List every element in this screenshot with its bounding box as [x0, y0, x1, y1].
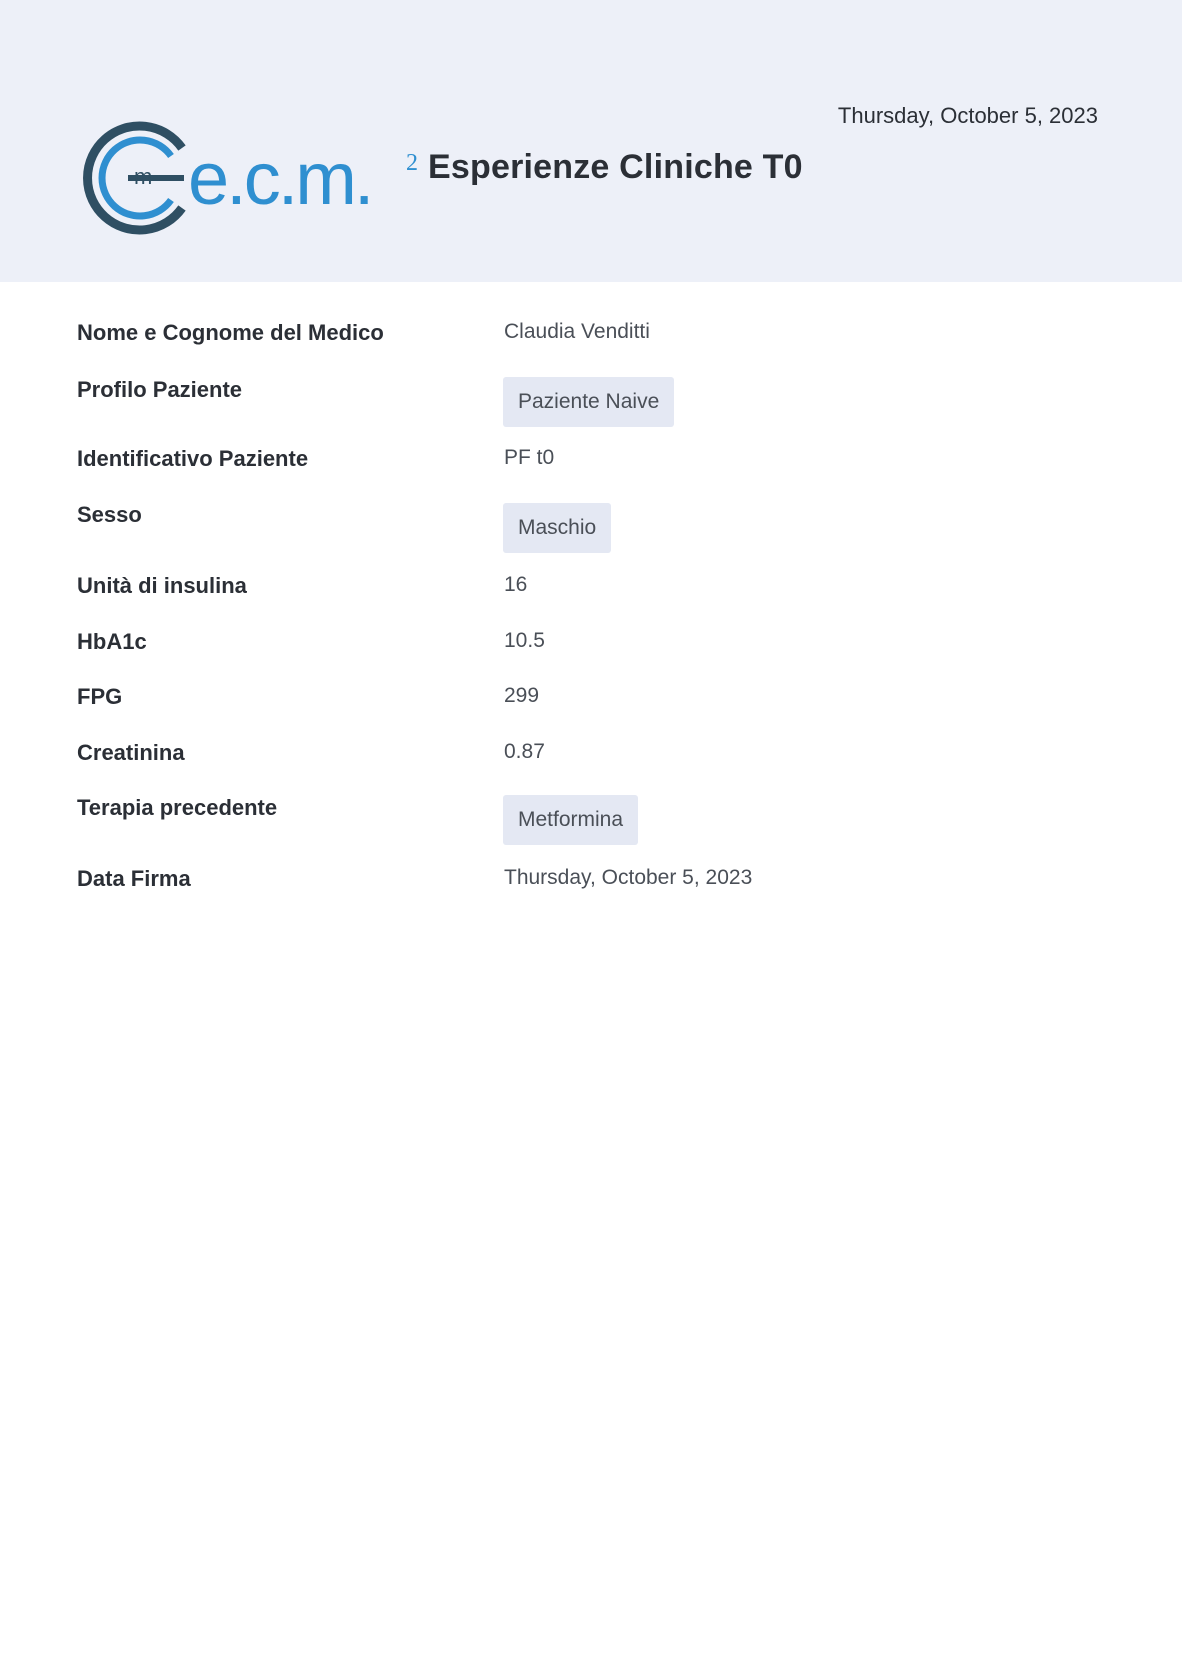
page-title: Esperienze Cliniche T0: [428, 148, 803, 186]
field-label-hba1c: HbA1c: [77, 629, 147, 654]
field-label-terapia: Terapia precedente: [77, 795, 278, 820]
report-header: [0, 0, 1182, 282]
field-value-hba1c: 10.5: [504, 629, 545, 652]
field-value-identificativo: PF t0: [504, 446, 555, 469]
field-value-creatinina: 0.87: [504, 740, 545, 763]
field-chip-sesso: Maschio: [503, 503, 611, 553]
field-value-medico: Claudia Venditti: [504, 320, 650, 343]
ecm-logo: [76, 118, 422, 238]
header-date: Thursday, October 5, 2023: [837, 103, 1098, 128]
field-chip-terapia: Metformina: [503, 795, 638, 845]
field-value-insulina: 16: [504, 573, 528, 596]
field-label-fpg: FPG: [77, 684, 123, 709]
field-label-profilo: Profilo Paziente: [77, 377, 243, 402]
field-label-data-firma: Data Firma: [77, 866, 191, 891]
field-value-data-firma: Thursday, October 5, 2023: [504, 866, 753, 889]
field-value-fpg: 299: [504, 684, 540, 707]
field-label-sesso: Sesso: [77, 502, 142, 527]
field-chip-profilo: Paziente Naive: [503, 377, 674, 427]
logo-mark-letter: m: [134, 164, 153, 189]
field-label-insulina: Unità di insulina: [77, 573, 247, 598]
field-label-identificativo: Identificativo Paziente: [77, 446, 309, 471]
logo-superscript: 2: [406, 150, 418, 176]
field-label-creatinina: Creatinina: [77, 740, 185, 765]
logo-wordmark: e.c.m.: [188, 137, 372, 220]
field-label-medico: Nome e Cognome del Medico: [77, 320, 384, 345]
